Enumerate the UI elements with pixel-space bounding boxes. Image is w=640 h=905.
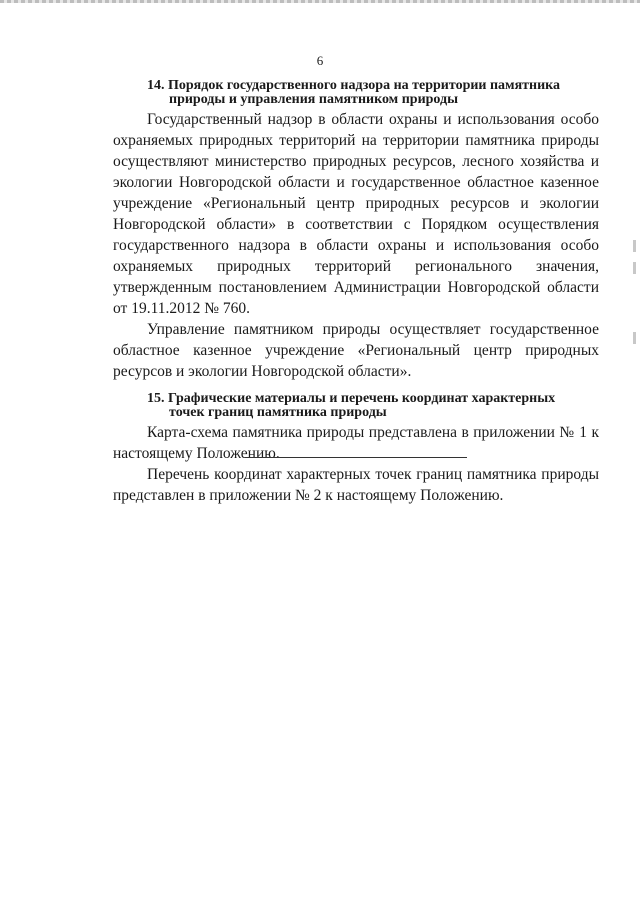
section-15-title-line-1: 15. Графические материалы и перечень координат характерных <box>147 391 556 406</box>
section-15-title-line-2: точек границ памятника природы <box>169 405 387 420</box>
section-14-paragraph-1: Государственный надзор в области охраны и использования особо охраняемых природных территорий на территории памятника природы осуществляют министерство природных ресурсов, лесного хозяйства и экологии Новгородской области и государственное областное казенное учреждение «Региональный центр природных ресурсов и экологии Новгородской области» в соответствии с Порядком осуществления государственного надзора в области охраны и использования особо охраняемых природных территорий регионального значения, утвержденным постановлением Администрации Новгородской области от 19.11.2012 № 760. <box>113 111 599 317</box>
section-14-title <box>113 79 599 107</box>
scan-edge-mark <box>633 332 636 344</box>
section-15-paragraph-1: Карта-схема памятника природы представлена в приложении № 1 к настоящему Положению. <box>113 424 599 462</box>
section-14-title-line-2: природы и управления памятником природы <box>169 92 459 107</box>
section-15-paragraph-2: Перечень координат характерных точек границ памятника природы представлен в приложении № 2 к настоящему Положению. <box>113 466 599 504</box>
section-14-title-line-1: 14. Порядок государственного надзора на территории памятника <box>147 78 561 93</box>
section-15 <box>113 392 599 506</box>
scan-edge-mark <box>633 240 636 252</box>
document-body <box>113 79 599 506</box>
page-number: 6 <box>316 53 324 68</box>
end-divider-line <box>245 457 467 458</box>
section-15-title <box>113 392 599 420</box>
scan-edge-mark <box>633 262 636 274</box>
scan-top-edge <box>0 0 640 3</box>
section-14 <box>113 79 599 382</box>
section-14-paragraph-2: Управление памятником природы осуществляет государственное областное казенное учреждение «Региональный центр природных ресурсов и экологии Новгородской области». <box>113 321 599 380</box>
